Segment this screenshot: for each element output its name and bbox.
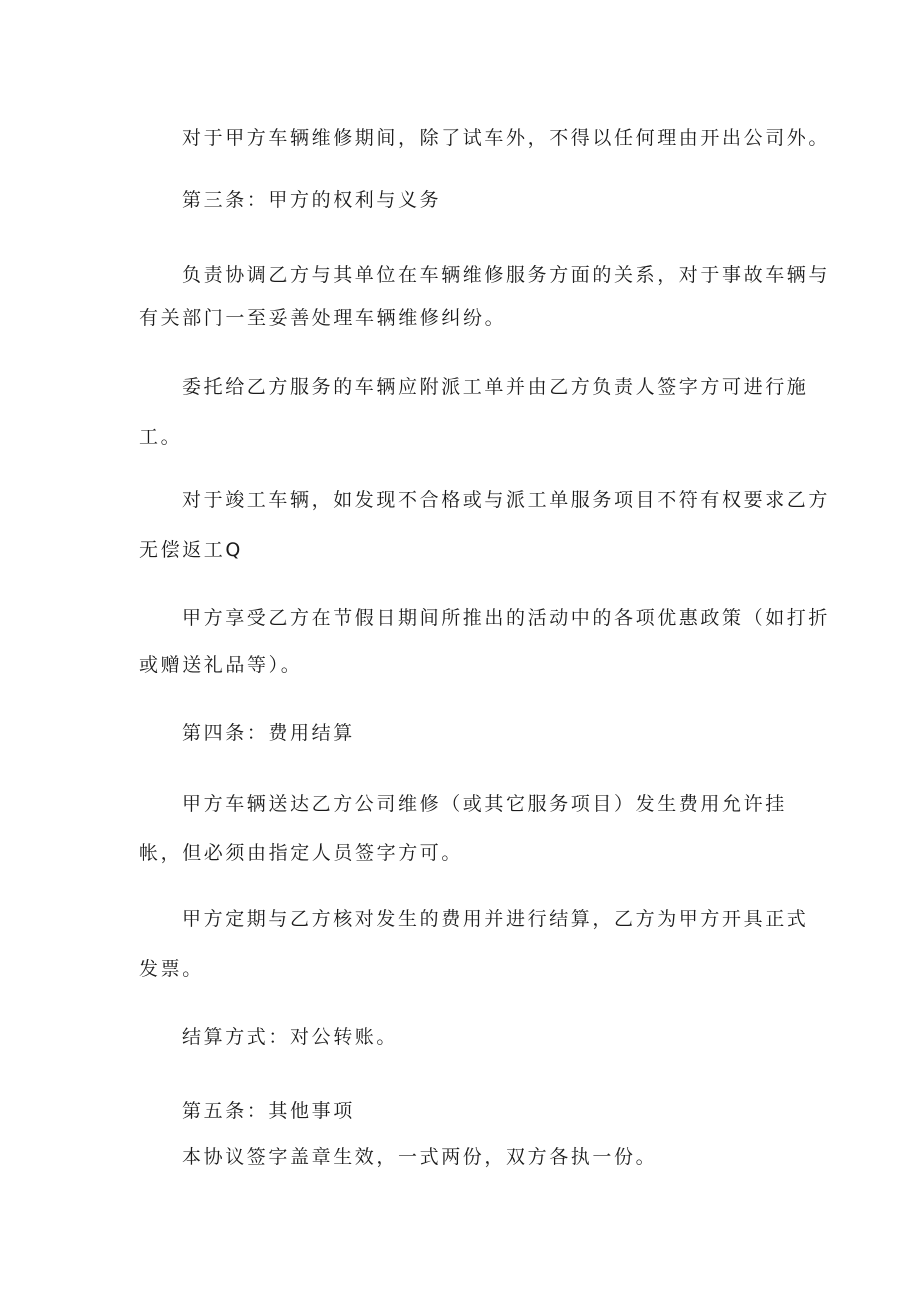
paragraph-coordination-line-1: 负责协调乙方与其单位在车辆维修服务方面的关系，对于事故车辆与 [182, 264, 831, 286]
paragraph-coordination-line-2: 有关部门一至妥善处理车辆维修纠纷。 [139, 307, 507, 329]
paragraph-work-order-line-2: 工。 [139, 426, 183, 448]
paragraph-holiday-discounts-line-1: 甲方享受乙方在节假日期间所推出的活动中的各项优惠政策（如打折 [182, 607, 831, 629]
paragraph-payment-method: 结算方式：对公转账。 [182, 1026, 399, 1048]
paragraph-completed-vehicles-line-1: 对于竣工车辆，如发现不合格或与派工单服务项目不符有权要求乙方 [182, 489, 831, 511]
paragraph-settlement-line-1: 甲方定期与乙方核对发生的费用并进行结算，乙方为甲方开具正式 [182, 908, 809, 930]
paragraph-completed-vehicles-line-2: 无偿返工Q [139, 539, 243, 561]
paragraph-billing-line-1: 甲方车辆送达乙方公司维修（或其它服务项目）发生费用允许挂 [182, 793, 787, 815]
heading-article-three: 第三条：甲方的权利与义务 [182, 189, 442, 211]
paragraph-billing-line-2: 帐，但必须由指定人员签字方可。 [139, 842, 464, 864]
heading-article-four: 第四条：费用结算 [182, 722, 355, 744]
paragraph-agreement-effective: 本协议签字盖章生效，一式两份，双方各执一份。 [182, 1146, 658, 1168]
paragraph-holiday-discounts-line-2: 或赠送礼品等）。 [139, 654, 303, 676]
paragraph-settlement-line-2: 发票。 [139, 958, 204, 980]
heading-article-five: 第五条：其他事项 [182, 1100, 355, 1122]
paragraph-vehicle-repair-period: 对于甲方车辆维修期间，除了试车外，不得以任何理由开出公司外。 [182, 127, 831, 149]
paragraph-work-order-line-1: 委托给乙方服务的车辆应附派工单并由乙方负责人签字方可进行施 [182, 376, 809, 398]
